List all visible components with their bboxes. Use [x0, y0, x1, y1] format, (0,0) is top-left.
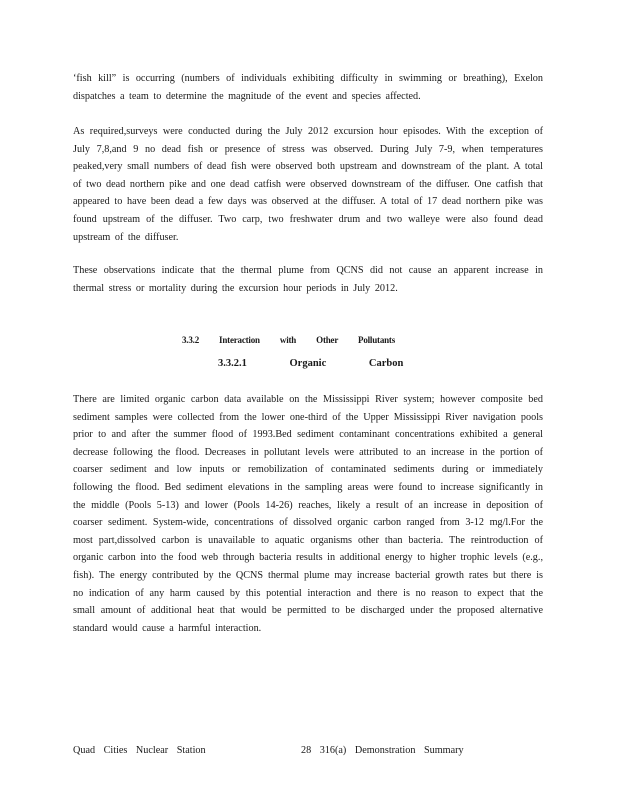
- section-heading-interaction: 3.3.2 Interaction with Other Pollutants: [182, 335, 396, 345]
- subsection-heading-organic-carbon: 3.3.2.1 Organic Carbon: [218, 358, 404, 369]
- paragraph-surveys: As required,surveys were conducted during the July 2012 excursion hour episodes. With the exception of July 7,8,and 9 no dead fish or presence of stress was observed. During July 7-9, when temperatures peaked,very small numbers of dead fish were observed both upstream and downstream of the plant. A total of two dead northern pike and one dead catfish were observed downstream of the diffuser. One catfish that appeared to have been dead a few days was observed at the diffuser. A total of 17 dead northern pike was found upstream of the diffuser. Two carp, two freshwater drum and two walleye were also found dead upstream of the diffuser.: [73, 126, 543, 243]
- paragraph-observations: These observations indicate that the thermal plume from QCNS did not cause an apparent increase in thermal stress or mortality during the excursion hour periods in July 2012.: [73, 265, 543, 294]
- footer-page-summary: 28 316(a) Demonstration Summary: [301, 745, 464, 756]
- paragraph-organic-carbon: There are limited organic carbon data available on the Mississippi River system; however composite bed sediment samples were collected from the lower one-third of the Upper Mississippi River navigation pools prior to and after the summer flood of 1993.Bed sediment contaminant concentrations exhibited a general decrease following the flood. Decreases in pollutant levels were attributed to an increase in the portion of coarser sediment and low inputs or remobilization of contaminated sediments during or immediately following the flood. Bed sediment elevations in the sampling areas were found to increase significantly in the middle (Pools 5-13) and lower (Pools 14-26) reaches, likely a result of an increase in deposition of coarser sediment. System-wide, concentrations of dissolved organic carbon ranged from 3-12 mg/l.For the most part,dissolved carbon is unavailable to aquatic organisms other than bacteria. The reintroduction of organic carbon into the food web through bacteria results in additional energy to higher trophic levels (e.g., fish). The energy contributed by the QCNS thermal plume may increase bacterial growth rates but there is no indication of any harm caused by this potential interaction and there is no reason to expect that the small amount of additional heat that would be permitted to be discharged under the proposed alternative standard would cause a harmful interaction.: [73, 394, 543, 634]
- paragraph-fish-kill: ‘fish kill” is occurring (numbers of individuals exhibiting difficulty in swimming or breathing), Exelon dispatches a team to determine the magnitude of the event and species affected.: [73, 73, 543, 102]
- footer-station-name: Quad Cities Nuclear Station: [73, 745, 206, 756]
